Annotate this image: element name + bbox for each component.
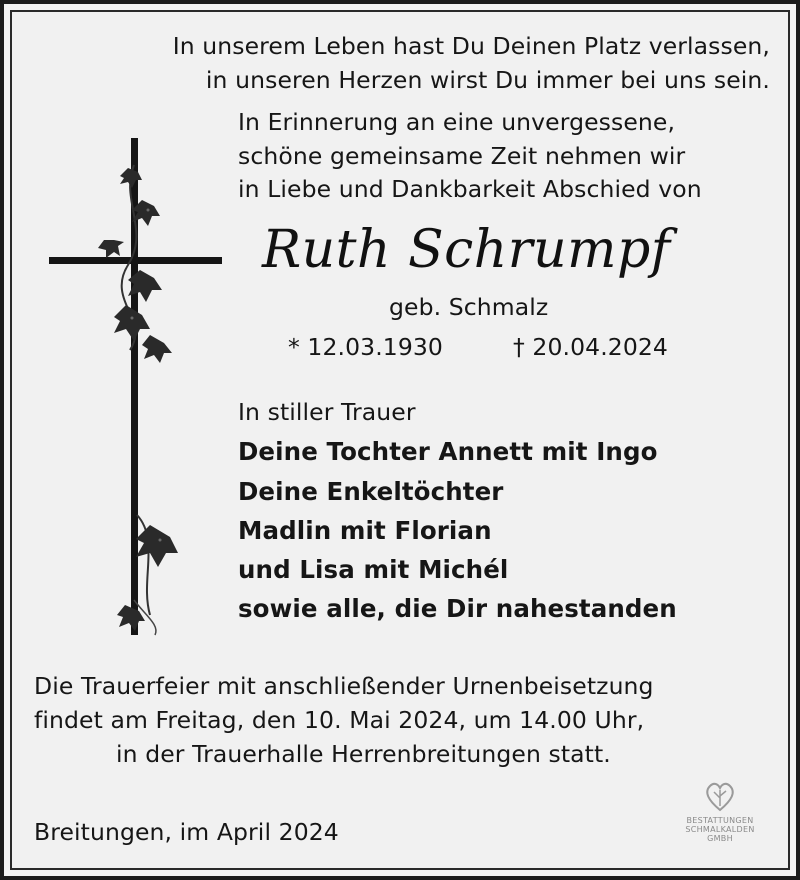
remembrance-line-2: schöne gemeinsame Zeit nehmen wir [238,142,686,170]
ceremony-line-2: findet am Freitag, den 10. Mai 2024, um 14.00 Uhr, [34,706,645,734]
mourner-line: sowie alle, die Dir nahestanden [238,594,677,623]
maiden-name: geb. Schmalz [389,293,549,321]
funeral-home-logo [670,780,770,843]
place-date: Breitungen, im April 2024 [34,818,339,846]
birth-date: * 12.03.1930 [288,333,443,361]
remembrance-line-3: in Liebe und Dankbarkeit Abschied von [238,175,702,203]
death-date: † 20.04.2024 [513,333,668,361]
mourner-line: Deine Enkeltöchter [238,477,504,506]
remembrance-line-1: In Erinnerung an eine unvergessene, [238,108,676,136]
intro-line-2: in unseren Herzen wirst Du immer bei uns sein. [205,66,770,94]
heart-leaf-icon [700,780,740,812]
logo-line-2: SCHMALKALDEN [685,825,755,834]
logo-line-1: BESTATTUNGEN [686,816,754,825]
mourners-heading: In stiller Trauer [238,398,416,426]
mourner-line: Madlin mit Florian [238,516,492,545]
ceremony-line-1: Die Trauerfeier mit anschließender Urnenbeisetzung [34,672,654,700]
mourner-line: Deine Tochter Annett mit Ingo [238,437,658,466]
ceremony-line-3: in der Trauerhalle Herrenbreitungen statt. [116,740,611,768]
deceased-name: Ruth Schrumpf [262,220,671,280]
intro-line-1: In unserem Leben hast Du Deinen Platz verlassen, [172,32,770,60]
logo-line-3: GMBH [707,834,733,843]
mourner-line: und Lisa mit Michél [238,555,509,584]
